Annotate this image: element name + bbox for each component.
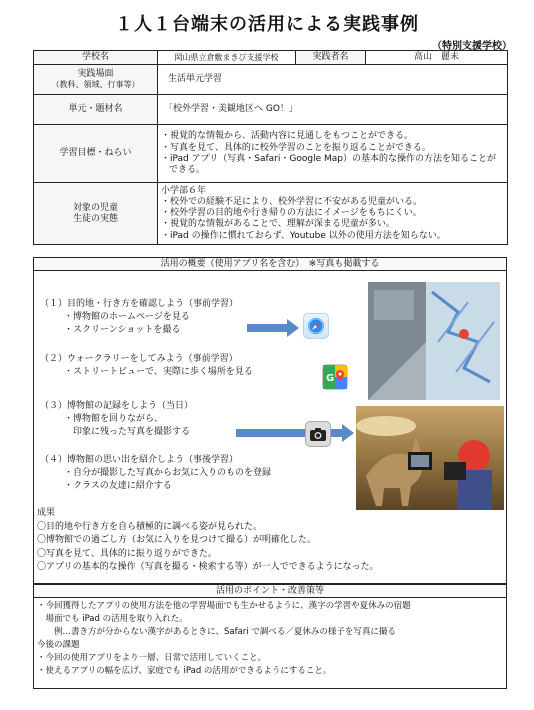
scene-label-cell — [34, 65, 158, 95]
point-line: 今後の課題 — [37, 640, 80, 650]
point-line: ・使えるアプリの幅を広げ、家庭でも iPad の活用ができるようにすること。 — [37, 666, 332, 676]
goal-item: ・ 視覚的な情報から、活動内容に見通しをもつことができる。 — [161, 131, 504, 142]
step-2 — [40, 353, 253, 379]
museum-photo — [356, 406, 504, 510]
students-grade: 小学部６年 — [161, 185, 207, 196]
results-block — [37, 507, 379, 575]
step-title: （４）博物館の思い出を紹介しよう（事後学習） — [40, 455, 239, 465]
students-label-1: 対象の児童 — [72, 202, 118, 213]
step-title: （２）ウォークラリーをしてみよう（事前学習） — [40, 354, 238, 364]
result-item: 〇アプリの基本的な操作（写真を撮る・検索する等）が一人でできるようになった。 — [37, 562, 379, 572]
point-line: 場面でも iPad の活用を取り入れた。 — [37, 614, 188, 624]
result-item: 〇写真を見て、具体的に振り返りができた。 — [37, 548, 217, 559]
page-title: １人１台端末の活用による実践事例 — [115, 14, 419, 35]
students-label-2: 生徒の実態 — [72, 213, 118, 224]
info-table — [33, 50, 508, 245]
unit-value: 「校外学習・美観地区へ GO！」 — [158, 95, 508, 125]
step-title: （１）目的地・行き方を確認しよう（事前学習） — [40, 299, 239, 309]
goal-item: ・ 写真を見て、具体的に校外学習のことを振り返ることができる。 — [161, 143, 504, 154]
point-line: ・今回の使用アプリをより一層、日常で活用していくこと。 — [37, 653, 267, 663]
step-3 — [40, 400, 193, 439]
student-item: ・ 校外での経験不足により、校外学習に不安がある児童がいる。 — [161, 197, 504, 208]
students-label-cell — [34, 183, 158, 245]
step-line: ・自分が撮影した写真からお気に入りのものを登録 — [64, 468, 272, 478]
student-item: ・ 校外学習の目的地や行き帰りの方法にイメージをもちにくい。 — [161, 208, 504, 219]
school-label: 学校名 — [34, 51, 158, 65]
step-line: ・博物館を回りながら、 — [64, 414, 164, 424]
point-line: 例…書き方が分からない漢字があるときに、Safari で調べる／夏休みの様子を写真に撮る — [37, 627, 396, 637]
arrow-3 — [236, 426, 356, 440]
arrow-1 — [247, 321, 299, 335]
safari-icon — [303, 313, 329, 339]
student-item: ・ 視覚的な情報があることで、理解が深まる児童が多い。 — [161, 219, 504, 230]
scene-value: 生活単元学習 — [158, 65, 508, 95]
students-cell — [158, 183, 508, 245]
point-line: ・今回獲得したアプリの使用方法を他の学習場面でも生かせるように、漢字の学習や夏休みの宿題 — [37, 601, 411, 611]
scene-sublabel: （教科、領域、行事等） — [51, 80, 140, 90]
unit-label: 単元・題材名 — [34, 95, 158, 125]
step-line: ・ストリートビューで、実際に歩く場所を見る — [64, 367, 253, 377]
result-item: 〇博物館での過ごし方（お気に入りを見つけて撮る）が明確化した。 — [37, 535, 317, 545]
school-value: 岡山県立倉敷まきび支援学校 — [158, 51, 296, 65]
step-4 — [40, 454, 271, 493]
google-maps-icon — [322, 364, 348, 390]
results-label: 成果 — [37, 508, 56, 518]
step-line: ・博物館のホームページを見る — [64, 312, 190, 322]
points-header: 活用のポイント・改善策等 — [33, 584, 507, 598]
result-item: 〇目的地や行き方を自ら積極的に調べる姿が見られた。 — [37, 521, 263, 532]
svg-text:G: G — [326, 373, 335, 384]
step-line: ・クラスの友達に紹介する — [64, 481, 172, 491]
goals-label: 学習目標・ねらい — [34, 125, 158, 183]
goals-cell — [158, 125, 508, 183]
step-title: （３）博物館の記録をしよう（当日） — [40, 401, 194, 411]
streetview-photo — [368, 282, 500, 400]
practitioner-label: 実践者名 — [296, 51, 366, 65]
step-line: ・スクリーンショットを撮る — [64, 325, 181, 335]
student-item: ・ iPad の操作に慣れておらず、Youtube 以外の使用方法を知らない。 — [161, 231, 504, 242]
goal-item: ・ iPad アプリ（写真・Safari・Google Map）の基本的な操作の方法を知ることができる。 — [161, 154, 504, 177]
scene-label: 実践場面 — [77, 69, 114, 80]
page-subtitle: （特別支援学校） — [432, 41, 512, 52]
camera-icon — [305, 421, 331, 447]
points-block — [37, 600, 503, 678]
overview-header: 活用の概要（使用アプリ名を含む） ※写真も掲載する — [33, 257, 507, 271]
step-line: 印象に残った写真を撮影する — [64, 427, 191, 437]
practitioner-value: 高山 麗未 — [366, 51, 508, 65]
step-1 — [40, 298, 238, 337]
